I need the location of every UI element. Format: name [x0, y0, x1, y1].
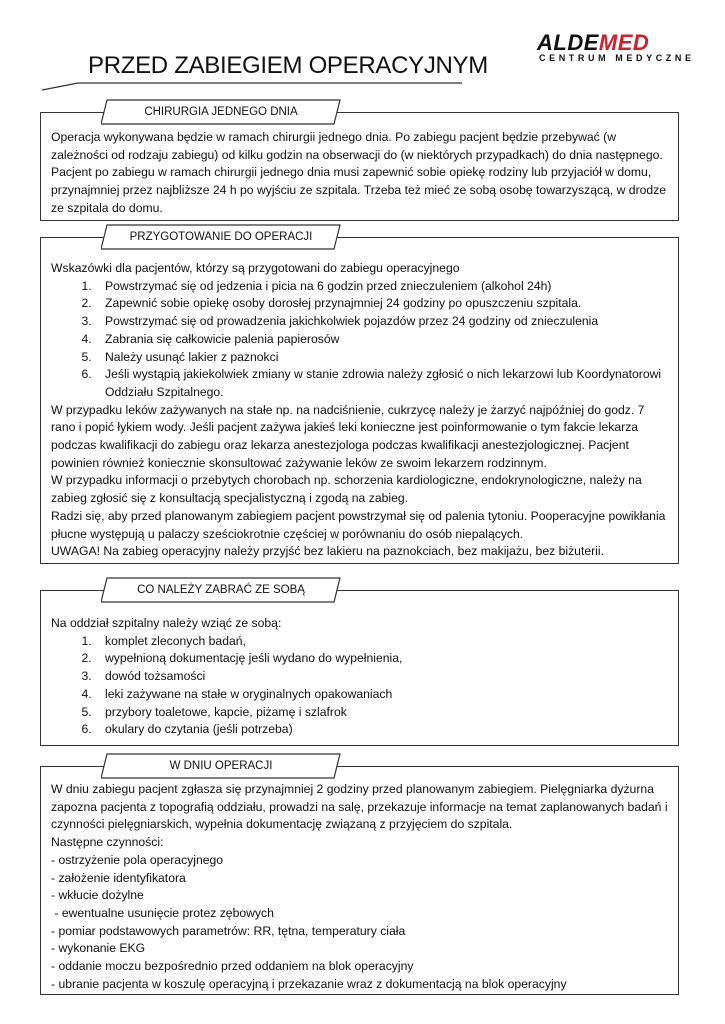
- section-tab: [101, 577, 341, 603]
- logo-brand: ALDEMED: [537, 30, 650, 55]
- list-item: 3. Powstrzymać się od prowadzenia jakichkolwiek pojazdów przez 24 godziny od znieczulenia: [95, 313, 668, 331]
- list-item: 4. leki zażywane na stałe w oryginalnych opakowaniach: [95, 686, 668, 704]
- list-item: 3. dowód tożsamości: [95, 668, 668, 686]
- list-item: - wkłucie dożylne: [51, 888, 144, 903]
- section-what-to-bring: [40, 584, 679, 746]
- section-same-day-surgery: [40, 106, 679, 221]
- aldemed-logo: [537, 30, 695, 68]
- warning-paragraph: UWAGA! Na zabieg operacyjny należy przyjść bez lakieru na paznokciach, bez makijażu, bez biżuterii.: [51, 544, 604, 559]
- section-tab: [101, 99, 341, 125]
- medication-paragraph: W przypadku leków zażywanych na stałe np. na nadciśnienie, cukrzycę należy je żarzyć najpóźniej do godz. 7 rano i popić łykiem wody. Jeśli pacjent zażywa jakieś leki konieczne jest poinformowanie o tym fakcie lekarza podczas kwalifikacji do zabiegu oraz lekarza anestezjologa podczas kwalifikacji anestezjologicznej. Pacjent powinien również koniecznie skonsultować zażywanie leków ze swoim lekarzem rodzinnym.: [51, 402, 645, 470]
- preparation-list: [51, 278, 668, 402]
- list-item: 1. Powstrzymać się od jedzenia i picia na 6 godzin przed znieczuleniem (alkohol 24h): [95, 278, 668, 296]
- list-item: 4. Zabrania się całkowicie palenia papierosów: [95, 331, 668, 349]
- list-item: 2. Zapewnić sobie opiekę osoby dorosłej przynajmniej 24 godziny po opuszczeniu szpitala.: [95, 295, 668, 313]
- section-intro: Na oddział szpitalny należy wziąć ze sobą:: [51, 616, 282, 630]
- list-item: - ewentualne usunięcie protez zębowych: [51, 905, 274, 920]
- section-heading: PRZYGOTOWANIE DO OPERACJI: [129, 231, 313, 243]
- logo-subtitle: CENTRUM MEDYCZNE: [539, 53, 695, 63]
- diseases-paragraph: W przypadku informacji o przebytych chorobach np. schorzenia kardiologiczne, endokrynologiczne, należy na zabieg zgłosić się z konsultacją specjalistyczną i zgodą na zabieg.: [51, 473, 642, 506]
- list-item: - pomiar podstawowych parametrów: RR, tętna, temperatury ciała: [51, 923, 406, 938]
- list-item: 5. przybory toaletowe, kapcie, piżamę i szlafrok: [95, 704, 668, 722]
- list-item: 1. komplet zleconych badań,: [95, 633, 668, 651]
- list-item: 6. Jeśli wystąpią jakiekolwiek zmiany w stanie zdrowia należy zgłosić o nich lekarzowi lub Koordynatorowi Oddziału Szpitalnego.: [95, 366, 668, 401]
- list-item: - założenie identyfikatora: [51, 870, 186, 885]
- section-heading: CHIRURGIA JEDNEGO DNIA: [144, 106, 298, 118]
- section-text: W dniu zabiegu pacjent zgłasza się przynajmniej 2 godziny przed planowanym zabiegiem. Pielęgniarka dyżurna zapozna pacjenta z topografią oddziału, prowadzi na salę, przekazuje informacje na temat zaplanowanych badań i czynności pielęgniarskich, wypełnia dokumentację związaną z przyjęciem do szpitala.: [51, 782, 668, 832]
- list-item: - oddanie moczu bezpośrednio przed oddaniem na blok operacyjny: [51, 959, 414, 974]
- list-item: 2. wypełnioną dokumentację jeśli wydano do wypełnienia,: [95, 650, 668, 668]
- section-operation-day: [40, 760, 679, 995]
- section-tab: [101, 224, 341, 250]
- section-heading: CO NALEŻY ZABRAĆ ZE SOBĄ: [137, 584, 305, 596]
- section-preparation: [40, 231, 679, 564]
- list-item: - ostrzyżenie pola operacyjnego: [51, 852, 224, 867]
- section-tab: [101, 753, 341, 779]
- title-underline: [42, 82, 462, 92]
- page-title: PRZED ZABIEGIEM OPERACYJNYM: [88, 52, 488, 79]
- section-heading: W DNIU OPERACJI: [169, 760, 273, 772]
- list-item: - wykonanie EKG: [51, 941, 146, 956]
- section-text: Operacja wykonywana będzie w ramach chirurgii jednego dnia. Po zabiegu pacjent będzie przebywać (w zależności od rodzaju zabiegu) od kilku godzin na obserwacji do (w niektórych przypadkach) do dnia następnego. Pacjent po zabiegu w ramach chirurgii jednego dnia musi zapewnić sobie opiekę rodziny lub przyjaciół w domu, przynajmniej przez najbliższe 24 h po wyjściu ze szpitala. Trzeba też mieć ze sobą osobę towarzyszącą, w drodze ze szpitala do domu.: [51, 130, 667, 215]
- list-item: 6. okulary do czytania (jeśli potrzeba): [95, 721, 668, 739]
- smoking-paragraph: Radzi się, aby przed planowanym zabiegiem pacjent powstrzymał się od palenia tytoniu. Pooperacyjne powikłania płucne występują u palaczy sześciokrotnie częściej w porównaniu do osób niepalących.: [51, 508, 666, 541]
- section-intro: Wskazówki dla pacjentów, którzy są przygotowani do zabiegu operacyjnego: [51, 261, 460, 275]
- list-item: - ubranie pacjenta w koszulę operacyjną i przekazanie wraz z dokumentacją na blok operacyjny: [51, 976, 567, 991]
- next-steps-label: Następne czynności:: [51, 835, 164, 850]
- bring-list: [51, 633, 668, 739]
- list-item: 5. Należy usunąć lakier z paznokci: [95, 349, 668, 367]
